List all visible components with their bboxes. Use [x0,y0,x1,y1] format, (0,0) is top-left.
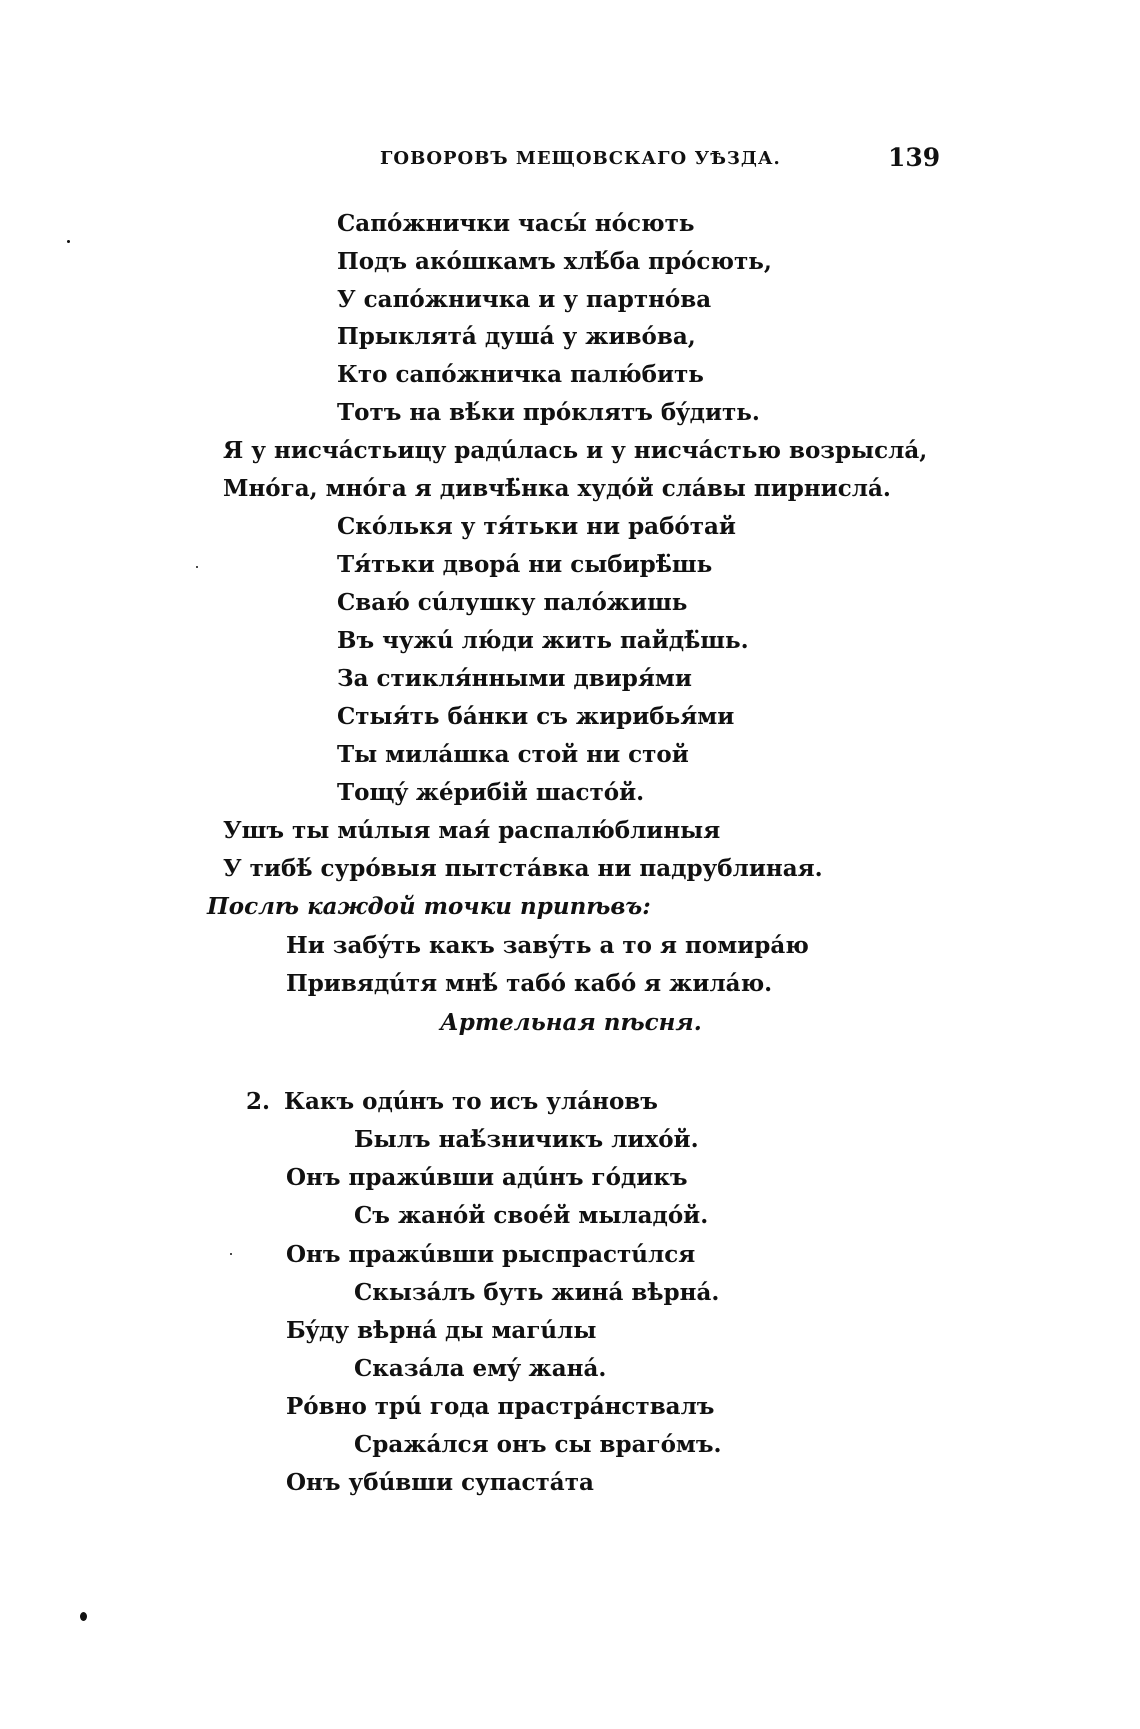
stanza-line [246,1087,658,1117]
stanza-text: Какъ одúнъ то исъ улáновъ [284,1088,658,1115]
stanza-line: Сказáла емý жанá. [354,1355,607,1382]
verse-line: Ты милáшка стой ни стой [337,741,689,768]
verse-line: Сваю́ сúлушку палóжишь [337,589,688,616]
verse-line: Стыя́ть бáнки съ жирибья́ми [337,703,735,730]
stanza-line: Рóвно трú года прастрáнствалъ [286,1393,715,1420]
stanza-line: Скызáлъ буть жинá вѣрнá. [354,1279,720,1306]
couplet-line: У тибѣ́ сурóвыя пытстáвка ни падрублиная. [223,855,823,882]
stanza-line: Онъ пражúвши рыспрастúлся [286,1241,696,1268]
stanza-line: Бýду вѣрнá ды магúлы [286,1317,597,1344]
verse-line: Подъ акóшкамъ хлѣ́ба прóсють, [337,248,772,275]
scan-speck [230,1253,232,1255]
scan-speck [196,566,198,568]
verse-line: Сапóжнички часы́ нóсють [337,210,695,237]
scan-speck [67,240,70,243]
stanza-line: Былъ наѣ́зничикъ лихóй. [354,1126,699,1153]
verse-line: Въ чужú лю́ди жить пайдѣ̈шь. [337,627,749,654]
couplet-line: Мнóга, мнóга я дивчѣ̈нка худóй слáвы пирнислá. [223,475,891,502]
couplet-line: Ушъ ты мúлыя мая́ распалю́блиныя [223,817,721,844]
page-number: 139 [888,143,941,172]
stanza-line: Сражáлся онъ сы врагóмъ. [354,1431,722,1458]
verse-line: Тощý жéрибій шастóй. [337,779,645,806]
scan-speck [80,1612,87,1621]
couplet-line: Я у нисчáстьицу радúлась и у нисчáстью возрыслá, [223,437,928,464]
stanza-line: Съ жанóй своéй мыладóй. [354,1202,709,1229]
verse-line: Тотъ на вѣ́ки прóклятъ бýдить. [337,399,760,426]
refrain-line: Привядúтя мнѣ́ табó кабó я жилáю. [286,970,773,997]
refrain-label: Послѣ каждой точки припѣвъ: [207,893,651,920]
verse-line: У сапóжничка и у партнóва [337,286,712,313]
stanza-number: 2. [246,1088,271,1115]
verse-line: Прыклятá душá у живóва, [337,323,696,350]
stanza-line: Онъ пражúвши адúнъ гóдикъ [286,1164,688,1191]
verse-line: Скóлькя у тя́тьки ни рабóтай [337,513,736,540]
verse-line: За стикля́нными двиря́ми [337,665,692,692]
stanza-line: Онъ убúвши супастáта [286,1469,594,1496]
song-title: Артельная пѣсня. [440,1009,702,1036]
verse-line: Тя́тьки дворá ни сыбирѣ̈шь [337,551,713,578]
running-header: ГОВОРОВЪ МЕЩОВСКАГО УѢЗДА. [380,148,781,169]
refrain-line: Ни забýть какъ завýть а то я помирáю [286,932,809,959]
verse-line: Кто сапóжничка палю́бить [337,361,704,388]
